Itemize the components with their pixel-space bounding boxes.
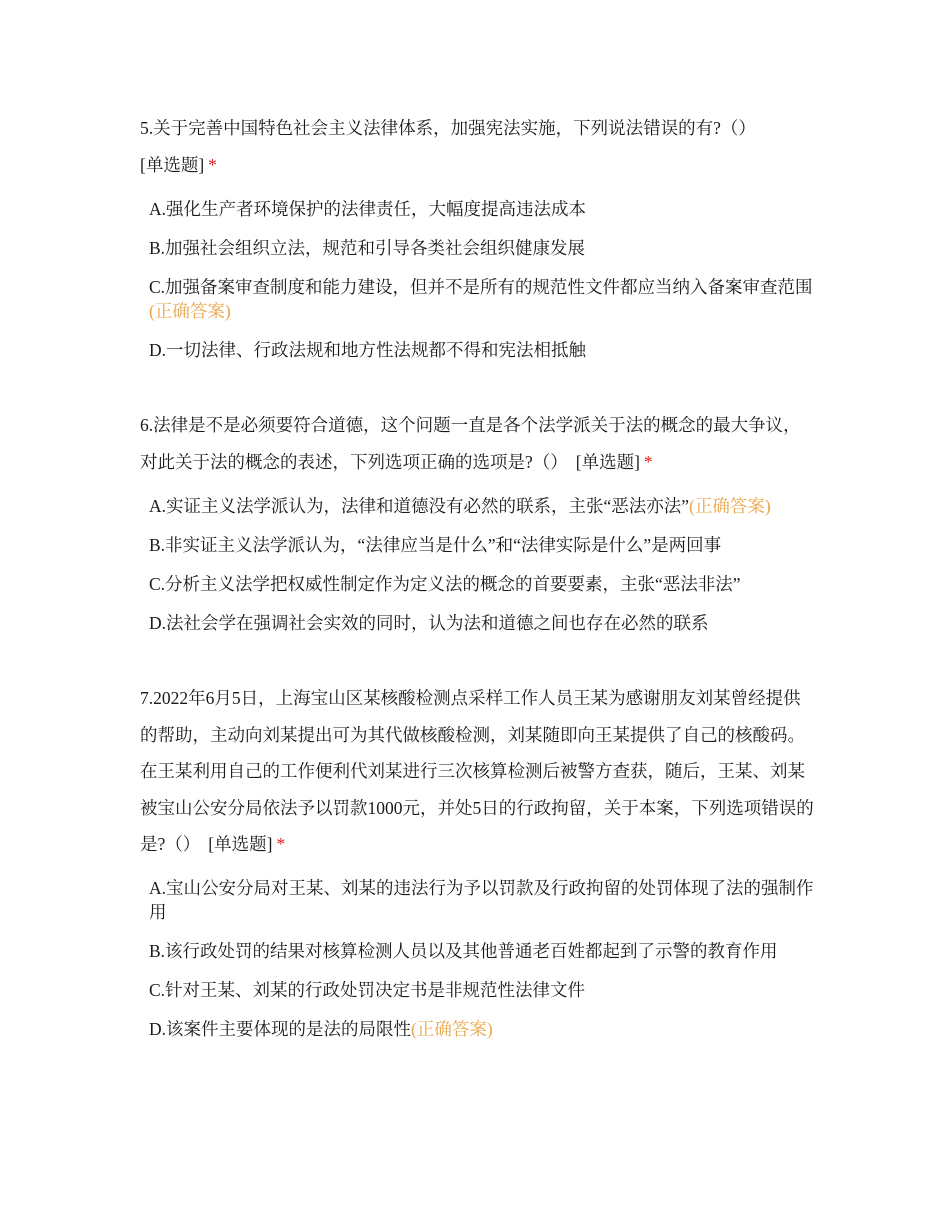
option-b[interactable]: B.非实证主义法学派认为，“法律应当是什么”和“法律实际是什么”是两回事 (149, 534, 722, 555)
correct-answer-label: (正确答案) (689, 495, 771, 516)
required-asterisk: * (643, 451, 653, 472)
correct-answer-label: (正确答案) (411, 1019, 493, 1039)
options-list (140, 486, 815, 642)
option-d[interactable]: D.该案件主要体现的是法的局限性(正确答案) (149, 1019, 493, 1039)
question-stem-text: 7.2022年6月5日，上海宝山区某核酸检测点采样工作人员王某为感谢朋友刘某曾经提供的帮助，主动向刘某提出可为其代做核酸检测，刘某随即向王某提供了自己的核酸码。在王某利用自己的工作便利代刘某进行三次核算检测后被警方查获，随后，王某、刘某被宝山公安分局依法予以罚款1000元，并处5日的行政拘留，关于本案，下列选项错误的是?（） (140, 688, 814, 854)
option-b[interactable]: B.加强社会组织立法，规范和引导各类社会组织健康发展 (149, 237, 586, 258)
required-asterisk: * (276, 834, 286, 854)
question-type-label: [单选题] (575, 451, 640, 472)
option-a[interactable]: A.实证主义法学派认为，法律和道德没有必然的联系，主张“恶法亦法”(正确答案) (149, 495, 771, 516)
required-asterisk: * (208, 154, 217, 175)
correct-answer-label: (正确答案) (149, 300, 231, 321)
question-type-label: [单选题] (140, 154, 205, 175)
question-stem-text: 6.法律是不是必须要符合道德，这个问题一直是各个法学派关于法的概念的最大争议，对此关于法的概念的表述，下列选项正确的选项是?（） (140, 415, 801, 472)
question-stem-text: 5.关于完善中国特色社会主义法律体系，加强宪法实施，下列说法错误的有?（） (140, 118, 756, 138)
option-d[interactable]: D.法社会学在强调社会实效的同时，认为法和道德之间也存在必然的联系 (149, 612, 709, 633)
option-a[interactable]: A.宝山公安分局对王某、刘某的违法行为予以罚款及行政拘留的处罚体现了法的强制作用 (149, 878, 814, 922)
options-list (140, 869, 815, 1049)
option-d[interactable]: D.一切法律、行政法规和地方性法规都不得和宪法相抵触 (149, 339, 587, 360)
option-c[interactable]: C.针对王某、刘某的行政处罚决定书是非规范性法律文件 (149, 980, 586, 1000)
option-c[interactable]: C.分析主义法学把权威性制定作为定义法的概念的首要要素，主张“恶法非法” (149, 573, 741, 594)
question-type-label: [单选题] (208, 834, 273, 854)
option-a[interactable]: A.强化生产者环境保护的法律责任，大幅度提高违法成本 (149, 198, 587, 219)
survey-page (140, 110, 815, 1087)
question-7 (140, 680, 815, 1049)
question-stem (140, 110, 815, 183)
options-list (140, 189, 815, 369)
question-stem (140, 680, 815, 863)
question-6 (140, 407, 815, 642)
option-c[interactable]: C.加强备案审查制度和能力建设，但并不是所有的规范性文件都应当纳入备案审查范围(正确答案) (149, 276, 813, 321)
question-5 (140, 110, 815, 369)
option-b[interactable]: B.该行政处罚的结果对核算检测人员以及其他普通老百姓都起到了示警的教育作用 (149, 941, 778, 961)
question-stem (140, 407, 815, 480)
